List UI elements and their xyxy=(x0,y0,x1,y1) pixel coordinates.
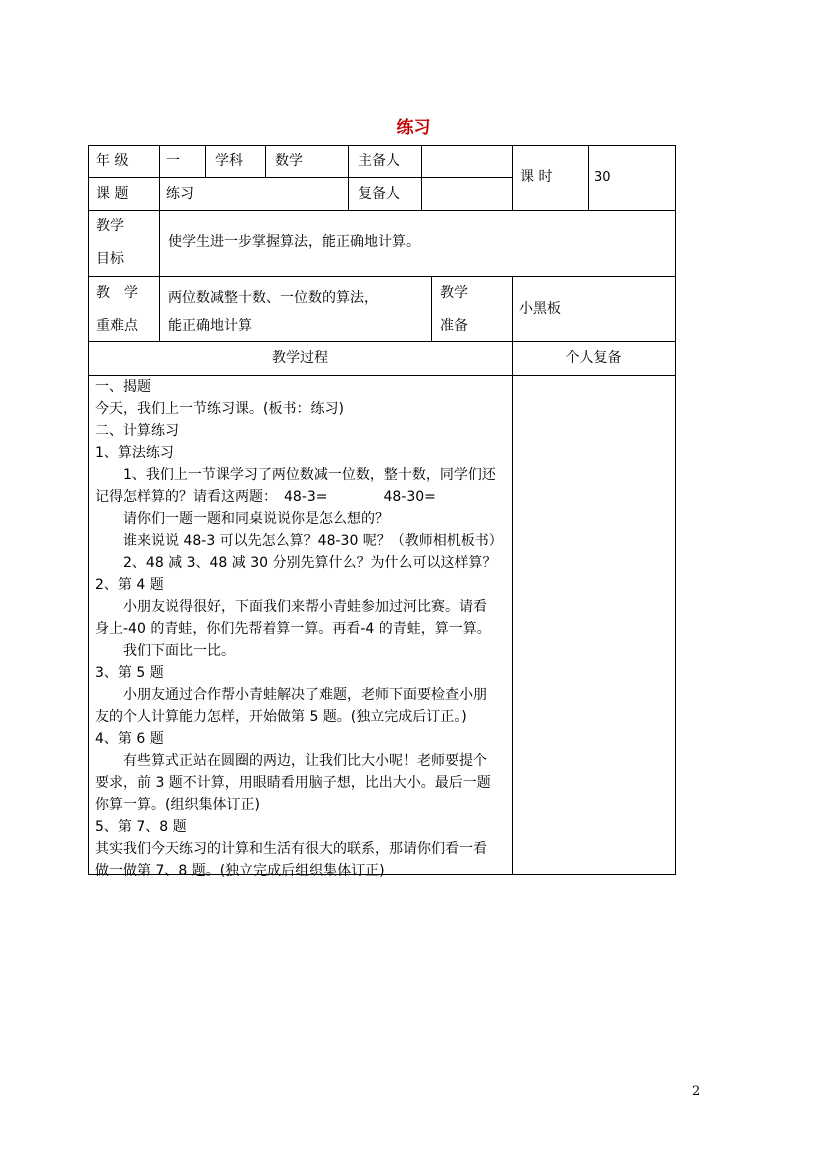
process-content xyxy=(95,376,507,882)
table-rule xyxy=(88,276,676,277)
process-line: 小朋友说得很好，下面我们来帮小青蛙参加过河比赛。请看 xyxy=(123,599,487,615)
table-col-rule xyxy=(588,145,589,210)
process-line: 记得怎样算的？请看这两题： 48-3= 48-30= xyxy=(95,489,436,505)
table-border-left xyxy=(88,145,89,875)
process-line: 你算一算。(组织集体订正) xyxy=(95,797,260,813)
process-line: 有些算式正站在圆圈的两边，让我们比大小呢！老师要提个 xyxy=(123,753,487,769)
process-line: 二、计算练习 xyxy=(95,423,179,439)
grade-label: 年 级 xyxy=(96,153,129,169)
table-col-rule xyxy=(421,145,422,210)
process-line: 请你们一题一题和同桌说说你是怎么想的？ xyxy=(123,511,389,527)
table-col-rule xyxy=(348,145,349,210)
process-line: 4、第 6 题 xyxy=(95,731,164,747)
table-col-rule xyxy=(205,145,206,177)
preparation-label-line2: 准备 xyxy=(440,318,468,334)
process-line: 1、我们上一节课学习了两位数减一位数，整十数，同学们还 xyxy=(123,467,496,483)
subject-label: 学科 xyxy=(215,153,243,169)
topic-label: 课 题 xyxy=(96,186,129,202)
class-hours-label: 课 时 xyxy=(520,169,553,185)
process-line: 身上-40 的青蛙，你们先帮着算一算。再看-4 的青蛙，算一算。 xyxy=(95,621,491,637)
key-points-text-line2: 能正确地计算 xyxy=(168,318,252,334)
page-number: 2 xyxy=(692,1084,701,1099)
preparation-label-line1: 教学 xyxy=(440,285,468,301)
table-rule xyxy=(88,210,676,211)
grade-value: 一 xyxy=(166,153,180,169)
table-rule xyxy=(88,177,512,178)
subject-value: 数学 xyxy=(275,153,303,169)
co-preparer-label: 复备人 xyxy=(358,186,400,202)
topic-value: 练习 xyxy=(166,186,194,202)
process-line: 5、第 7、8 题 xyxy=(95,819,187,835)
class-hours-value: 30 xyxy=(594,170,611,185)
table-rule xyxy=(88,341,676,342)
key-points-label-line2: 重难点 xyxy=(96,318,138,334)
preparation-value: 小黑板 xyxy=(519,301,561,317)
table-col-rule xyxy=(265,145,266,177)
key-points-label-line1: 教 学 xyxy=(96,285,138,301)
process-line: 友的个人计算能力怎样，开始做第 5 题。(独立完成后订正。) xyxy=(95,709,467,725)
personal-review-header: 个人复备 xyxy=(565,350,622,366)
key-points-text-line1: 两位数减整十数、一位数的算法， xyxy=(168,290,378,306)
process-line: 1、算法练习 xyxy=(95,445,174,461)
process-line: 2、48 减 3、48 减 30 分别先算什么？为什么可以这样算？ xyxy=(123,555,497,571)
process-line: 一、揭题 xyxy=(95,379,151,395)
process-line: 今天，我们上一节练习课。(板书：练习) xyxy=(95,401,344,417)
process-line: 其实我们今天练习的计算和生活有很大的联系，那请你们看一看 xyxy=(95,841,487,857)
table-col-rule xyxy=(512,145,513,210)
objectives-label-line1: 教学 xyxy=(96,218,124,234)
objectives-text: 使学生进一步掌握算法，能正确地计算。 xyxy=(168,234,420,250)
process-header: 教学过程 xyxy=(272,350,328,366)
process-line: 2、第 4 题 xyxy=(95,577,164,593)
main-preparer-label: 主备人 xyxy=(358,153,400,169)
process-line: 做一做第 7、8 题。(独立完成后组织集体订正) xyxy=(95,863,385,879)
process-line: 小朋友通过合作帮小青蛙解决了难题，老师下面要检查小朋 xyxy=(123,687,487,703)
process-line: 我们下面比一比。 xyxy=(123,643,235,659)
table-col-rule xyxy=(159,145,160,341)
table-border-right xyxy=(675,145,676,875)
table-col-rule xyxy=(431,276,432,341)
process-line: 3、第 5 题 xyxy=(95,665,164,681)
process-line: 要求，前 3 题不计算，用眼睛看用脑子想，比出大小。最后一题 xyxy=(95,775,491,791)
objectives-label-line2: 目标 xyxy=(96,251,124,267)
process-line: 谁来说说 48-3 可以先怎么算？48-30 呢？（教师相机板书） xyxy=(123,533,503,549)
page-title: 练习 xyxy=(396,118,431,138)
